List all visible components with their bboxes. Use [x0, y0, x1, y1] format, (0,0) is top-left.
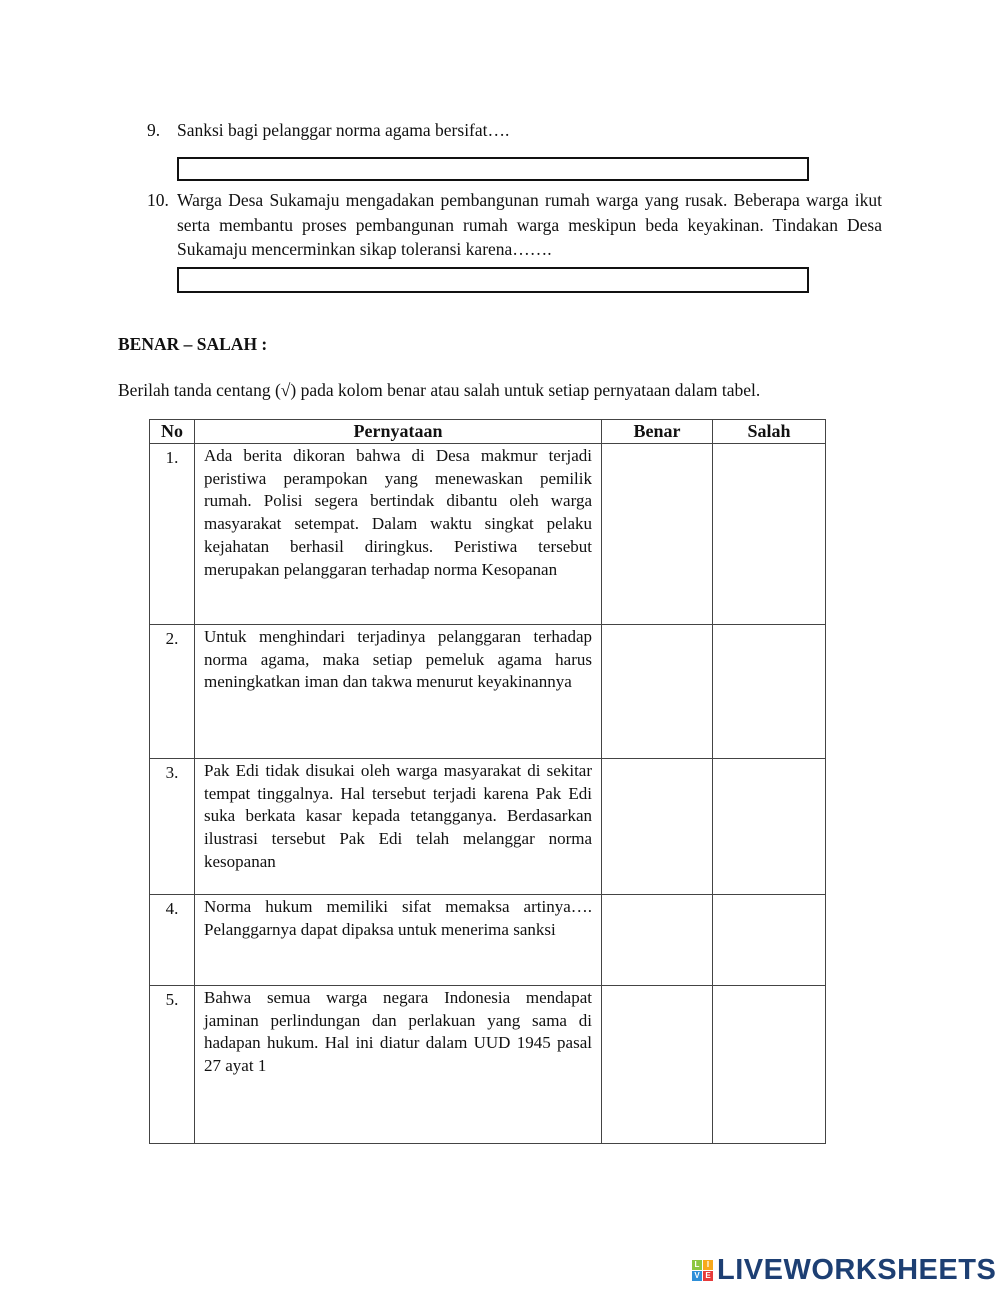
- header-no: No: [150, 420, 195, 444]
- table-row: [150, 759, 826, 895]
- logo-letter: L: [692, 1260, 702, 1270]
- table-row: [150, 625, 826, 759]
- liveworksheets-logo: [692, 1254, 996, 1287]
- false-cell[interactable]: [713, 444, 826, 625]
- row-statement: Bahwa semua warga negara Indonesia mendapat jaminan perlindungan dan perlakuan yang sama di hadapan hukum. Hal ini diatur dalam UUD 1945 pasal 27 ayat 1: [195, 986, 602, 1144]
- logo-letter: E: [703, 1271, 713, 1281]
- row-number: 5.: [150, 986, 195, 1144]
- table-row: [150, 895, 826, 986]
- table-row: [150, 986, 826, 1144]
- row-number: 2.: [150, 625, 195, 759]
- question-text: Sanksi bagi pelanggar norma agama bersifat….: [177, 120, 510, 140]
- row-statement: Ada berita dikoran bahwa di Desa makmur terjadi peristiwa perampokan yang menewaskan pemilik rumah. Polisi segera bertindak dibantu oleh warga masyarakat setempat. Dalam waktu singkat pelaku kejahatan berhasil diringkus. Peristiwa tersebut merupakan pelanggaran terhadap norma Kesopanan: [195, 444, 602, 625]
- section-heading: BENAR – SALAH :: [118, 334, 268, 354]
- question-9: [147, 118, 882, 143]
- row-number: 4.: [150, 895, 195, 986]
- false-cell[interactable]: [713, 625, 826, 759]
- answer-box-9[interactable]: [177, 157, 809, 181]
- header-false: Salah: [713, 420, 826, 444]
- row-number: 1.: [150, 444, 195, 625]
- question-number: 10.: [147, 190, 169, 210]
- logo-letter: V: [692, 1271, 702, 1281]
- header-true: Benar: [602, 420, 713, 444]
- false-cell[interactable]: [713, 895, 826, 986]
- question-number: 9.: [147, 120, 161, 140]
- answer-box-10[interactable]: [177, 267, 809, 293]
- table-header-row: [150, 420, 826, 444]
- true-cell[interactable]: [602, 895, 713, 986]
- logo-letter: I: [703, 1260, 713, 1270]
- row-statement: Norma hukum memiliki sifat memaksa artinya…. Pelanggarnya dapat dipaksa untuk menerima sanksi: [195, 895, 602, 986]
- true-cell[interactable]: [602, 986, 713, 1144]
- false-cell[interactable]: [713, 986, 826, 1144]
- question-10: [147, 188, 882, 262]
- header-statement: Pernyataan: [195, 420, 602, 444]
- false-cell[interactable]: [713, 759, 826, 895]
- true-cell[interactable]: [602, 625, 713, 759]
- logo-text: LIVEWORKSHEETS: [717, 1254, 997, 1286]
- true-cell[interactable]: [602, 759, 713, 895]
- logo-icon: [692, 1260, 713, 1281]
- true-cell[interactable]: [602, 444, 713, 625]
- question-text: Warga Desa Sukamaju mengadakan pembangunan rumah warga yang rusak. Beberapa warga ikut serta membantu proses pembangunan rumah warga meskipun beda keyakinan. Tindakan Desa Sukamaju mencerminkan sikap toleransi karena…….: [177, 190, 882, 259]
- row-statement: Untuk menghindari terjadinya pelanggaran terhadap norma agama, maka setiap pemeluk agama harus meningkatkan iman dan takwa menurut keyakinannya: [195, 625, 602, 759]
- true-false-table: [149, 419, 826, 1144]
- row-number: 3.: [150, 759, 195, 895]
- table-row: [150, 444, 826, 625]
- section-instruction: Berilah tanda centang (√) pada kolom benar atau salah untuk setiap pernyataan dalam tabel.: [118, 380, 761, 400]
- row-statement: Pak Edi tidak disukai oleh warga masyarakat di sekitar tempat tinggalnya. Hal tersebut terjadi karena Pak Edi suka berkata kasar kepada tetangganya. Berdasarkan ilustrasi tersebut Pak Edi telah melanggar norma kesopanan: [195, 759, 602, 895]
